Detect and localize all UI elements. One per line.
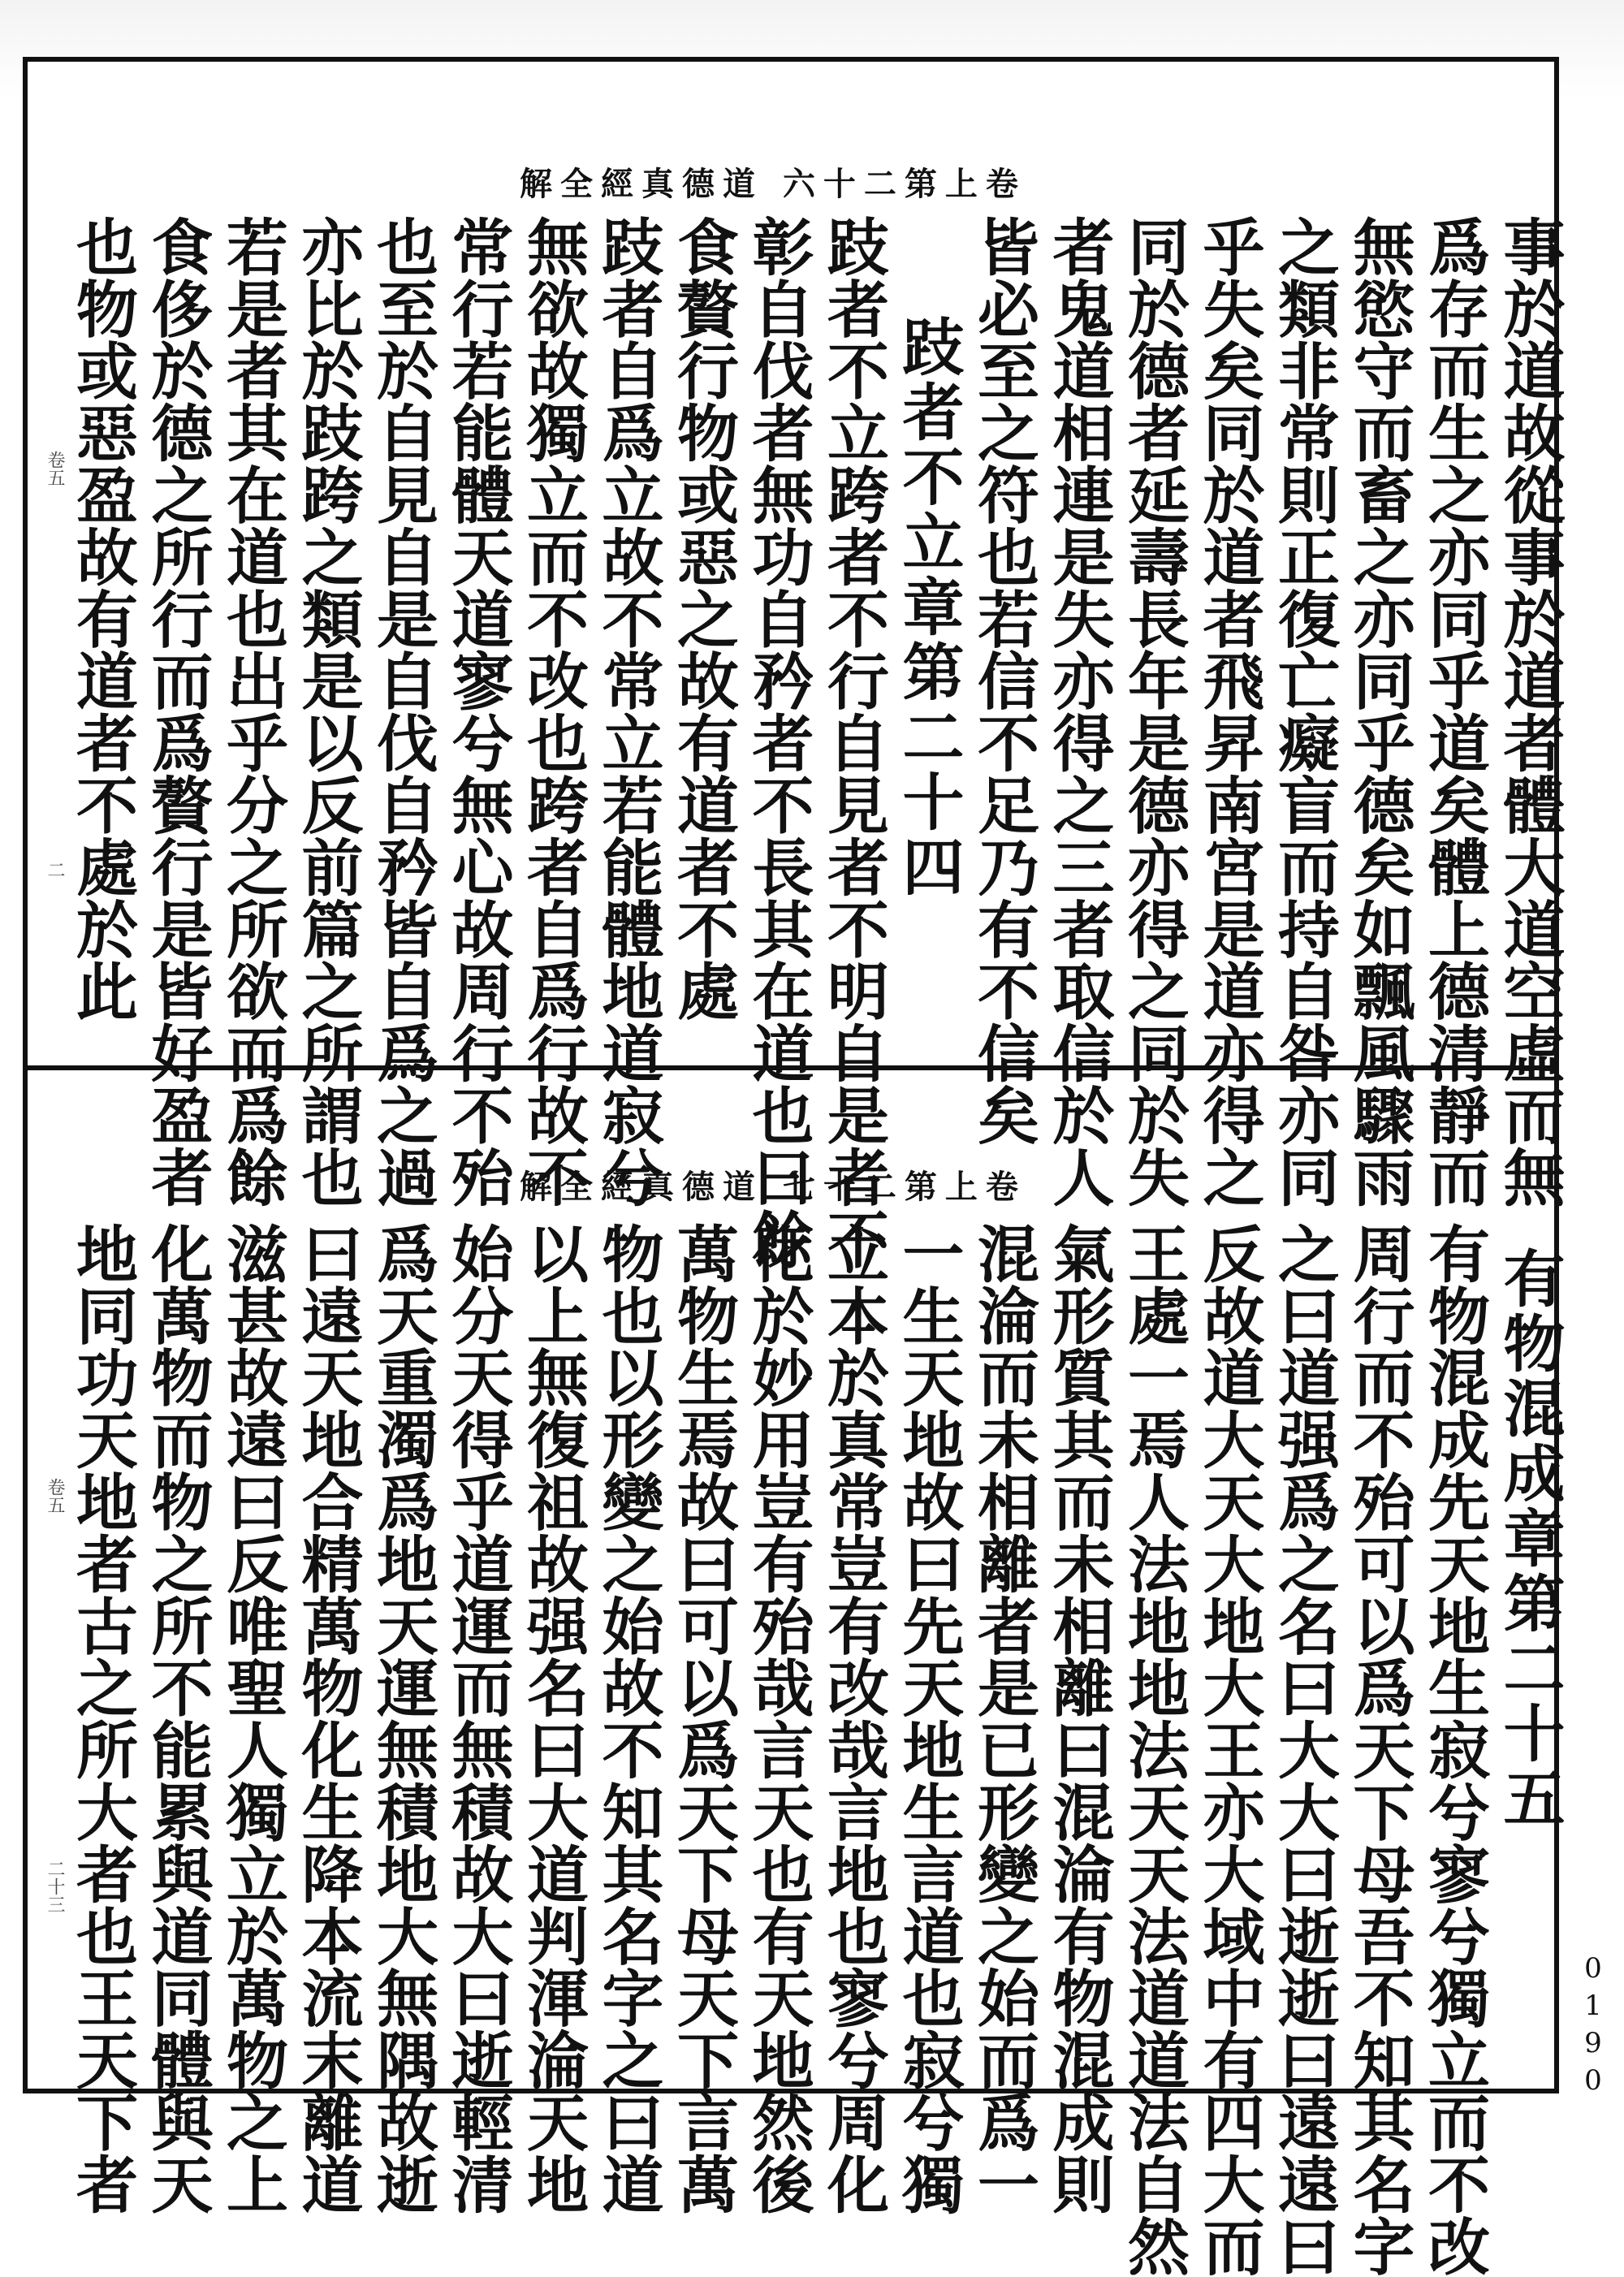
upper-column-8: 皆必至之符也若信不足乃有不信矣 [967, 215, 1040, 1146]
upper-column-12: 食贅行物或惡之故有道者不處 [667, 215, 740, 1022]
upper-column-4: 之類非常則正復亡癡盲而持自咎亦同 [1268, 215, 1341, 1208]
page-number: 0190 [1577, 1952, 1609, 2102]
lower-column-20: 地同功天地者古之所大者也王天下者 [66, 1222, 139, 2215]
upper-header [520, 158, 1075, 205]
upper-column-14: 無欲故獨立而不改也跨者自爲行故不 [516, 215, 590, 1208]
lower-header-volume: 卷上第二十七 [782, 1168, 1026, 1206]
lower-column-4: 之曰道强爲之名曰大大曰逝逝曰遠遠曰 [1268, 1222, 1341, 2277]
upper-column-18: 若是者其在道也出乎分之所欲而爲餘 [216, 215, 289, 1208]
upper-column-7: 者鬼道相連是失亦得之三者取信於人 [1043, 215, 1115, 1208]
lower-column-12: 萬物生焉故曰可以爲天下母天下言萬 [667, 1222, 740, 2215]
lower-column-3: 周行而不殆可以爲天下母吾不知其名字 [1343, 1222, 1415, 2277]
lower-header [520, 1161, 1075, 1208]
upper-column-2: 爲存而生之亦同乎道矣體上德清靜而 [1418, 215, 1491, 1208]
lower-side-mark-1: 卷五 [45, 1478, 65, 1514]
lower-column-17: 曰遠天地合精萬物化生降本流末離道 [292, 1222, 364, 2215]
lower-column-2: 有物混成先天地生寂兮寥兮獨立而不改 [1418, 1222, 1491, 2277]
upper-column-9: 跂者不立章第二十四 [892, 315, 965, 900]
upper-column-13: 跂者自爲立故不常立若能體地道寂兮 [592, 215, 664, 1208]
lower-column-13: 物也以形變之始故不知其名字之曰道 [592, 1222, 664, 2215]
lower-column-6: 王處一焉人法地地法天天法道道法自然 [1117, 1222, 1190, 2277]
upper-column-3: 無慾守而畜之亦同乎德矣如飄風驟雨 [1343, 215, 1415, 1208]
lower-column-1: 有物混成章第二十五 [1493, 1247, 1566, 1831]
upper-column-11: 彰自伐者無功自矜者不長其在道也曰餘 [742, 215, 814, 1270]
lower-column-10: 立本於真常豈有改哉言地也寥兮周化 [817, 1222, 890, 2215]
lower-side-mark-2: 二十三 [45, 1860, 65, 1913]
upper-column-20: 也物或惡盈故有道者不處於此 [66, 215, 139, 1022]
upper-header-book: 道德真經全解 [520, 165, 763, 203]
upper-column-1: 事於道故從事於道者體大道空虛而無 [1493, 215, 1566, 1208]
upper-column-5: 乎失矣同於道者飛昇南宮是道亦得之 [1193, 215, 1265, 1208]
lower-column-16: 爲天重濁爲地天運無積地大無隅故逝 [366, 1222, 439, 2215]
upper-column-15: 常行若能體天道寥兮無心故周行不殆 [442, 215, 514, 1208]
upper-column-6: 同於德者延壽長年是德亦得之同於失 [1117, 215, 1190, 1208]
lower-column-15: 始分天得乎道運而無積故大曰逝輕清 [442, 1222, 514, 2215]
upper-column-16: 也至於自見自是自伐自矜皆自爲之過 [366, 215, 439, 1208]
lower-column-8: 混淪而未相離者是已形變之始而爲一 [967, 1222, 1040, 2215]
lower-column-18: 滋甚故遠曰反唯聖人獨立於萬物之上 [216, 1222, 289, 2215]
upper-side-mark-2: 二 [45, 861, 65, 879]
lower-column-9: 一生天地故曰先天地生言道也寂兮獨 [892, 1222, 965, 2215]
lower-column-5: 反故道大天大地大王亦大域中有四大而 [1193, 1222, 1265, 2277]
lower-column-7: 氣形質其而未相離曰混淪有物混成則 [1043, 1222, 1115, 2215]
upper-column-10: 跂者不立跨者不行自見者不明自是者不 [817, 215, 890, 1270]
upper-header-volume: 卷上第二十六 [782, 165, 1026, 203]
lower-header-book: 道德真經全解 [520, 1168, 763, 1206]
lower-column-19: 化萬物而物之所不能累與道同體與天 [141, 1222, 214, 2215]
upper-column-19: 食侈於德之所行而爲贅行是皆好盈者 [141, 215, 214, 1208]
lower-column-14: 以上無復祖故强名曰大道判渾淪天地 [516, 1222, 590, 2215]
upper-side-mark-1: 卷五 [45, 451, 65, 486]
upper-column-17: 亦比於跂跨之類是以反前篇之所謂也 [292, 215, 364, 1208]
lower-column-11: 化於妙用豈有殆哉言天也有天地然後 [742, 1222, 814, 2215]
